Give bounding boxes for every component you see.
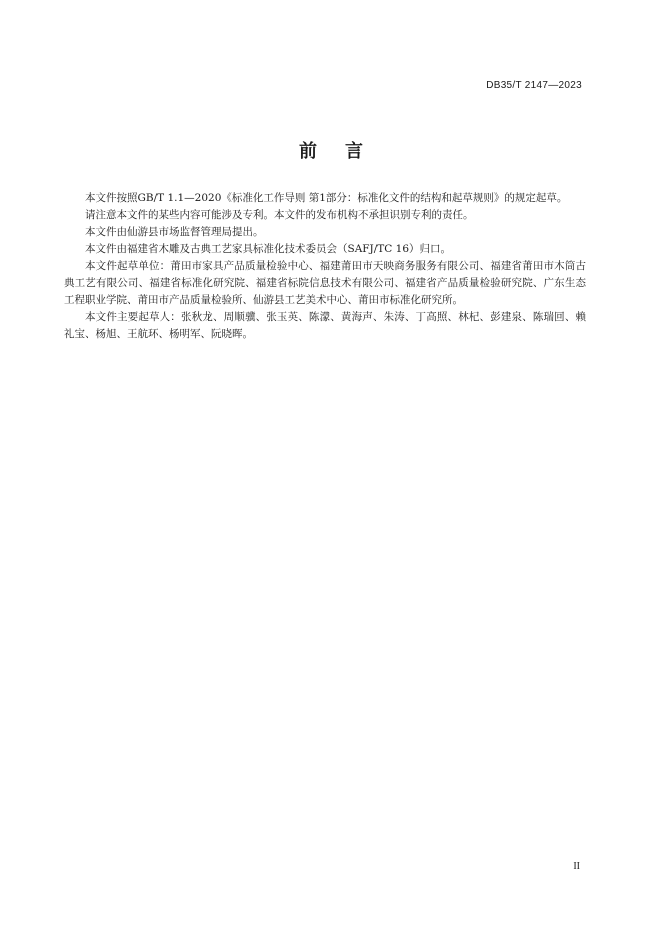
paragraph-drafting-rules: 本文件按照GB/T 1.1—2020《标准化工作导则 第1部分：标准化文件的结构和起草规则》的规定起草。 (85, 192, 568, 204)
paragraph-drafting-units: 本文件起草单位：莆田市家具产品质量检验中心、福建莆田市天映商务服务有限公司、福建省莆田市木筒古典工艺有限公司、福建省标准化研究院、福建省标院信息技术有限公司、福建省产品质量检验研究院、广东生态工程职业学院、莆田市产品质量检验所、仙游县工艺美术中心、莆田市标准化研究所。 (64, 260, 586, 306)
page-number: II (573, 861, 580, 872)
document-code: DB35/T 2147—2023 (486, 80, 582, 91)
paragraph-patent-notice: 请注意本文件的某些内容可能涉及专利。本文件的发布机构不承担识别专利的责任。 (85, 209, 474, 221)
page-title: 前言 (299, 141, 391, 162)
paragraph-proposer: 本文件由仙游县市场监督管理局提出。 (85, 226, 264, 238)
paragraph-main-drafters: 本文件主要起草人：张秋龙、周顺骥、张玉英、陈濛、黄海声、朱涛、丁高照、林杞、彭建泉、陈瑞回、赖礼宝、杨旭、王航环、杨明军、阮晓晖。 (64, 311, 586, 340)
preface-body (64, 190, 586, 343)
paragraph-technical-committee: 本文件由福建省木雕及古典工艺家具标准化技术委员会（SAFJ/TC 16）归口。 (85, 243, 452, 255)
